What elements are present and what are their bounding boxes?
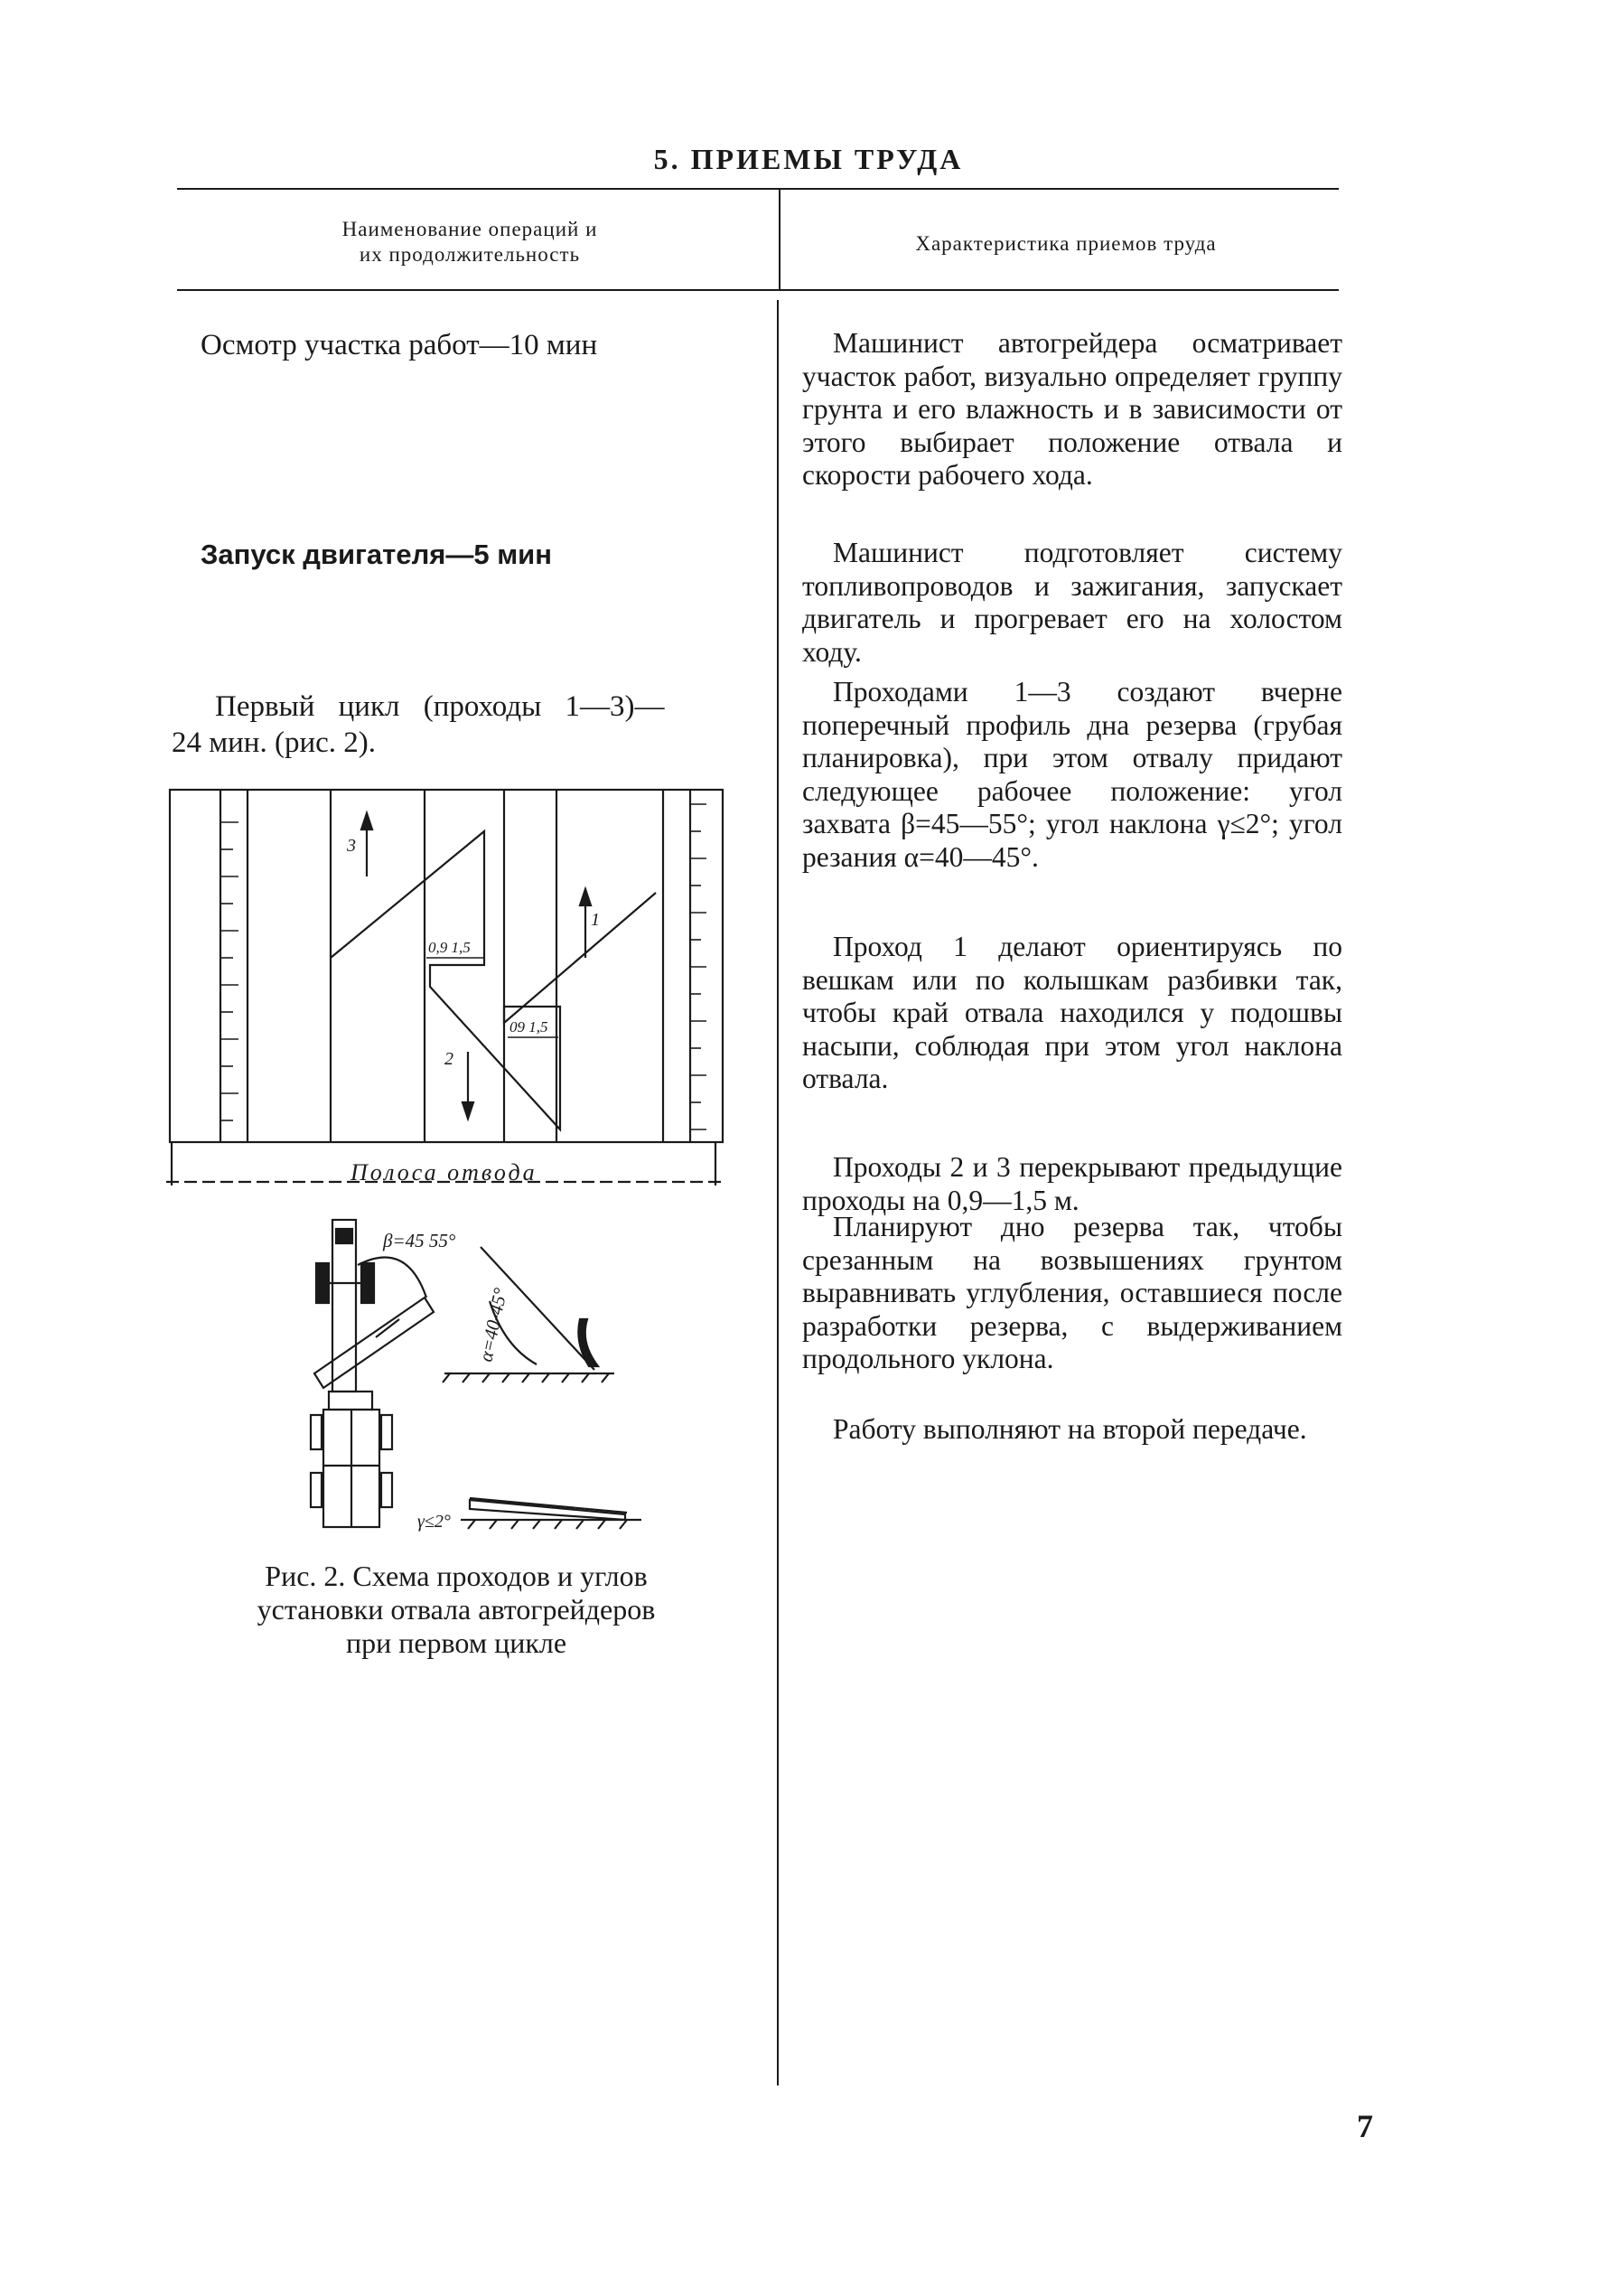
pass-arrow-2-head — [463, 1102, 473, 1119]
pass-label-1: 1 — [591, 910, 600, 930]
description-passes-2-3-text: Проходы 2 и 3 перекрывают предыдущие проходы на 0,9—1,5 м. — [802, 1151, 1342, 1216]
section-title: 5. ПРИЕМЫ ТРУДА — [653, 143, 964, 175]
header-top-rule — [177, 188, 1339, 190]
description-first-cycle — [802, 676, 1342, 874]
description-inspection-text: Машинист автогрейдера осматривает участок работ, визуально определяет группу грунта и его влажность и в зависимости от этого выбирает положение отвала и скорости рабочего хода. — [802, 327, 1342, 491]
page-number: 7 — [1357, 2108, 1373, 2144]
ruler-ticks — [220, 804, 706, 1129]
beta-label: β=45 55° — [383, 1230, 456, 1251]
figure-caption-line3: при первом цикле — [345, 1626, 567, 1659]
operation-first-cycle-line2: 24 мин. (рис. 2). — [172, 726, 376, 759]
column-divider-header — [779, 190, 780, 291]
description-pass-1-text: Проход 1 делают ориентируясь по вешкам или по колышкам разбивки так, чтобы край отвала находился у подошвы насыпи, соблюдая при этом угол наклона отвала. — [802, 931, 1342, 1094]
description-pass-1 — [802, 931, 1342, 1096]
strip-label: Полоса отвода — [351, 1159, 537, 1185]
operation-first-cycle — [172, 689, 759, 761]
alpha-label: α=40-45° — [474, 1286, 512, 1364]
pass-arrow-3-head — [361, 813, 372, 829]
description-gear — [802, 1413, 1342, 1447]
description-leveling-text: Планируют дно резерва так, чтобы срезанным на возвышениях грунтом выравнивать углубления, оставшиеся после разработки резерва, с выдерживанием продольного уклона. — [802, 1211, 1342, 1374]
right-column-header: Характеристика приемов труда — [915, 232, 1217, 255]
figure-2-diagram — [163, 777, 741, 1572]
overlap-label-2: 09 1,5 — [509, 1018, 548, 1036]
gamma-label: γ≤2° — [417, 1512, 451, 1532]
description-passes-2-3 — [802, 1151, 1342, 1217]
pass-arrow-1-head — [580, 889, 591, 905]
cutting-angle-view — [443, 1247, 614, 1382]
description-gear-text: Работу выполняют на второй передаче. — [833, 1413, 1307, 1445]
header-bottom-rule — [177, 289, 1339, 291]
pass-path-1 — [331, 831, 656, 1129]
description-leveling — [802, 1211, 1342, 1376]
description-engine-start-text: Машинист подготовляет систему топливопроводов и зажигания, запускает двигатель и прогревает его на холостом ходу. — [802, 537, 1342, 668]
left-header-line2: их продолжительность — [359, 243, 581, 266]
tilt-angle-view — [461, 1498, 641, 1529]
left-header-line1: Наименование операций и — [341, 218, 598, 240]
description-first-cycle-text: Проходами 1—3 создают вчерне поперечный профиль дна резерва (грубая планировка), при этом отвалу придают следующее рабочее положение: угол захвата β=45—55°; угол наклона γ≤2°; угол резания α=40—45°. — [802, 676, 1342, 873]
left-column-header — [181, 217, 759, 267]
operation-engine-start: Запуск двигателя—5 мин — [201, 539, 552, 570]
pass-label-2: 2 — [444, 1049, 453, 1069]
figure-caption-line2: установки отвала автогрейдеров — [257, 1593, 656, 1626]
grader-top-view — [311, 1220, 434, 1527]
column-divider-body — [777, 300, 779, 2085]
description-inspection — [802, 327, 1342, 492]
pass-label-3: 3 — [347, 836, 356, 856]
operation-first-cycle-line1: Первый цикл (проходы 1—3)— — [215, 690, 665, 723]
figure-caption-line1: Рис. 2. Схема проходов и углов — [265, 1560, 648, 1592]
operation-inspection: Осмотр участка работ—10 мин — [201, 329, 598, 361]
figure-caption — [185, 1560, 727, 1660]
overlap-label-1: 0,9 1,5 — [428, 939, 471, 956]
description-engine-start — [802, 537, 1342, 669]
